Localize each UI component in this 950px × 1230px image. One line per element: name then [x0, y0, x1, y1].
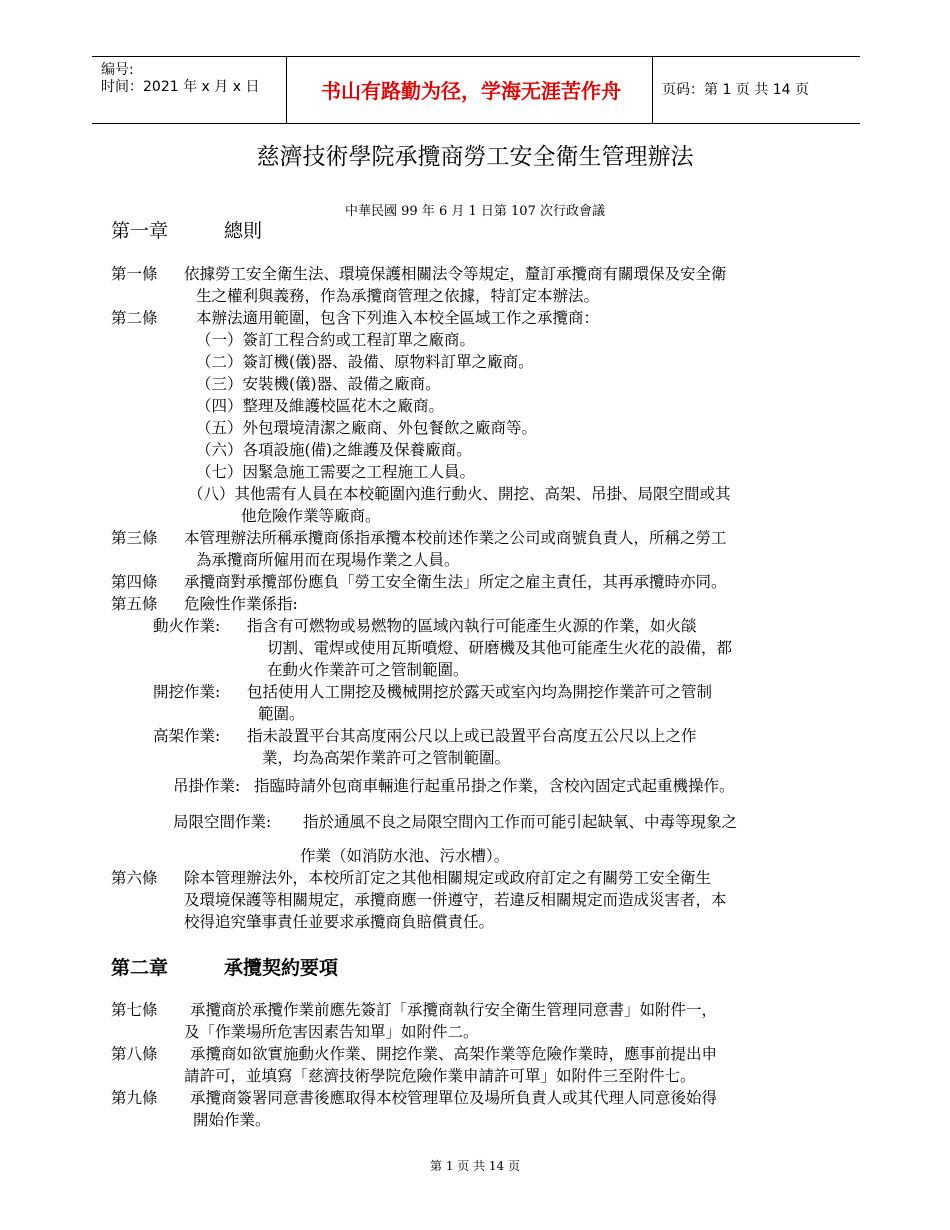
art2-item-continuation: 他危險作業等廠商。 — [241, 507, 381, 525]
art9-line: 開始作業。 — [193, 1111, 271, 1129]
art6-line: 及環境保護等相關規定，承攬商應一併遵守，若違反相關規定而造成災害者，本 — [184, 891, 727, 909]
art8-number: 第八條 — [111, 1045, 158, 1063]
elevated-label: 高架作業: — [153, 727, 221, 745]
art3-line: 為承攬商所僱用而在現場作業之人員。 — [196, 551, 460, 569]
hot-work-label: 動火作業: — [153, 617, 221, 635]
art4-number: 第四條 — [111, 573, 158, 591]
art3-line: 本管理辦法所稱承攬商係指承攬本校前述作業之公司或商號負責人，所稱之勞工 — [184, 529, 727, 547]
art2-item: （三）安裝機(儀)器、設備之廠商。 — [196, 375, 441, 393]
art8-line: 請許可，並填寫「慈濟技術學院危險作業申請許可單」如附件三至附件七。 — [184, 1067, 696, 1085]
art7-line: 及「作業場所危害因素告知單」如附件二。 — [184, 1023, 479, 1041]
hot-work-line: 指含有可燃物或易燃物的區域內執行可能產生火源的作業，如火燄 — [247, 617, 697, 635]
art6-line: 校得追究肇事責任並要求承攬商負賠償責任。 — [184, 913, 495, 931]
hoisting-label: 吊掛作業: — [173, 777, 241, 795]
art7-line: 承攬商於承攬作業前應先簽訂「承攬商執行安全衛生管理同意書」如附件一， — [190, 1001, 718, 1019]
serial-label: 编号: — [101, 62, 134, 78]
hot-work-line: 切割、電焊或使用瓦斯噴燈、研磨機及其他可能產生火花的設備，都 — [267, 639, 733, 657]
document-subtitle: 中華民國 99 年 6 月 1 日第 107 次行政會議 — [345, 204, 605, 219]
art7-number: 第七條 — [111, 1001, 158, 1019]
art1-line: 生之權利與義務，作為承攬商管理之依據，特訂定本辦法。 — [196, 287, 600, 305]
art2-intro: 本辦法適用範圍，包含下列進入本校全區域工作之承攬商： — [196, 309, 600, 327]
art2-item: （四）整理及維護校區花木之廠商。 — [196, 397, 445, 415]
excavation-label: 開挖作業: — [153, 683, 221, 701]
art2-item: （六）各項設施(備)之維護及保養廠商。 — [196, 441, 472, 459]
art2-item: （五）外包環境清潔之廠商、外包餐飲之廠商等。 — [196, 419, 538, 437]
chapter1-number: 第一章 — [111, 220, 169, 242]
art6-number: 第六條 — [111, 869, 158, 887]
art2-item: （二）簽訂機(儀)器、設備、原物料訂單之廠商。 — [196, 353, 534, 371]
art4-line: 承攬商對承攬部份應負「勞工安全衛生法」所定之雇主責任，其再承攬時亦同。 — [184, 573, 727, 591]
excavation-line: 包括使用人工開挖及機械開挖於露天或室內均為開挖作業許可之管制 — [247, 683, 713, 701]
art5-number: 第五條 — [111, 595, 158, 613]
confined-line: 作業（如消防水池、污水槽）。 — [300, 847, 510, 865]
art2-item: （七）因緊急施工需要之工程施工人員。 — [196, 463, 476, 481]
hoisting-line: 指臨時請外包商車輛進行起重吊掛之作業，含校內固定式起重機操作。 — [254, 777, 735, 795]
page-footer: 第 1 页 共 14 页 — [430, 1159, 520, 1173]
time-label: 时间：2021 年 x 月 x 日 — [101, 79, 260, 95]
header-divider-left — [286, 57, 287, 124]
header-top-rule — [92, 56, 860, 57]
chapter2-number: 第二章 — [111, 957, 169, 979]
chapter2-name: 承攬契約要項 — [224, 957, 339, 979]
art9-line: 承攬商簽署同意書後應取得本校管理單位及場所負責人或其代理人同意後始得 — [190, 1089, 718, 1107]
art9-number: 第九條 — [111, 1089, 158, 1107]
confined-label: 局限空間作業: — [173, 813, 272, 831]
art5-intro: 危險性作業係指: — [184, 595, 298, 613]
art3-number: 第三條 — [111, 529, 158, 547]
confined-line: 指於通風不良之局限空間內工作而可能引起缺氧、中毒等現象之 — [303, 813, 738, 831]
art1-line: 依據勞工安全衛生法、環境保護相關法令等規定，釐訂承攬商有關環保及安全衛 — [184, 265, 727, 283]
hot-work-line: 在動火作業許可之管制範圍。 — [267, 661, 469, 679]
art2-item: （八）其他需有人員在本校範圍內進行動火、開挖、高架、吊掛、局限空間或其 — [188, 485, 731, 503]
art8-line: 承攬商如欲實施動火作業、開挖作業、高架作業等危險作業時，應事前提出申 — [190, 1045, 718, 1063]
art2-item: （一）簽訂工程合約或工程訂單之廠商。 — [196, 331, 476, 349]
elevated-line: 指未設置平台其高度兩公尺以上或已設置平台高度五公尺以上之作 — [247, 727, 697, 745]
chapter1-name: 總則 — [224, 220, 263, 242]
excavation-line: 範圍。 — [258, 705, 305, 723]
page-info: 页码：第 1 页 共 14 页 — [662, 82, 809, 98]
art2-number: 第二條 — [111, 309, 158, 327]
elevated-line: 業，均為高架作業許可之管制範圍。 — [262, 749, 511, 767]
header-divider-right — [652, 57, 653, 124]
header-bottom-rule — [92, 123, 860, 124]
art6-line: 除本管理辦法外，本校所訂定之其他相關規定或政府訂定之有關勞工安全衛生 — [184, 869, 712, 887]
art1-number: 第一條 — [111, 265, 158, 283]
document-title: 慈濟技術學院承攬商勞工安全衛生管理辦法 — [256, 144, 694, 170]
header-motto: 书山有路勤为径，学海无涯苦作舟 — [321, 79, 621, 103]
